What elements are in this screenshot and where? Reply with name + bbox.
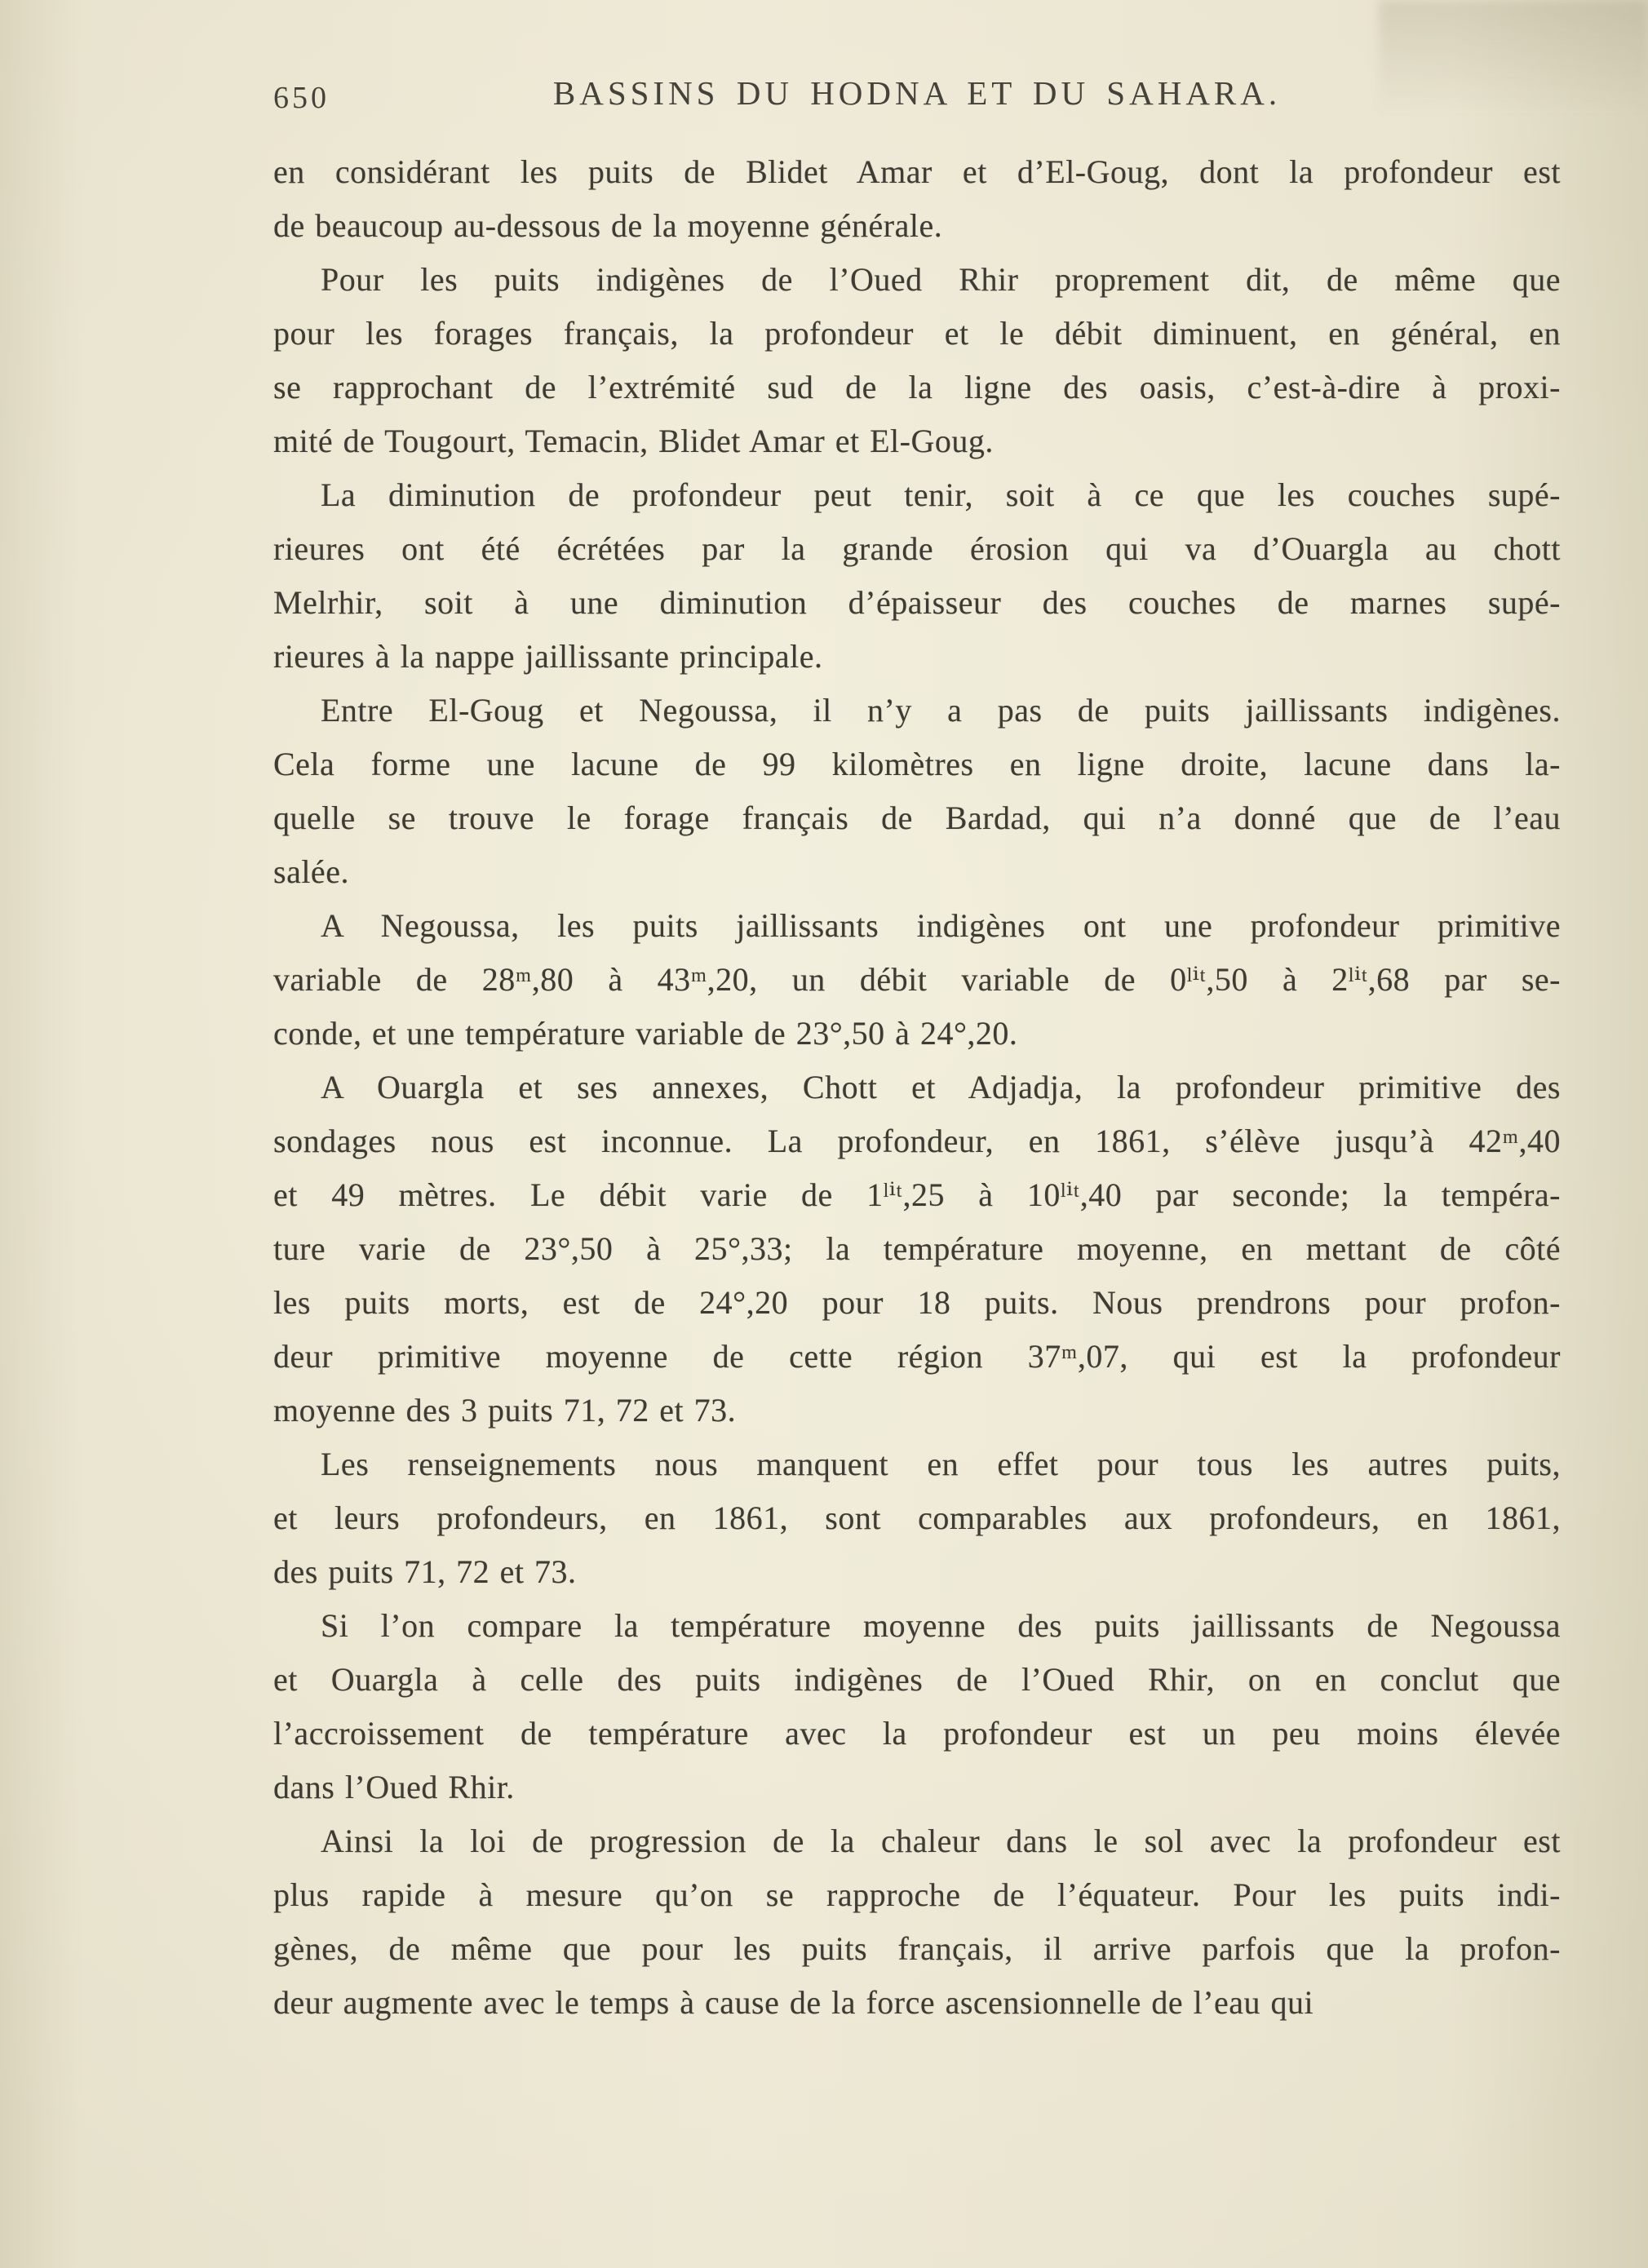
text-line: conde, et une température variable de 23°,50 à 24°,20. — [273, 1015, 1018, 1052]
text-line: Les renseignements nous manquent en effet pour tous les autres puits, — [321, 1446, 1561, 1482]
paragraph — [273, 468, 1561, 684]
page-number: 650 — [273, 81, 330, 115]
text-line: mité de Tougourt, Temacin, Blidet Amar et El-Goug. — [273, 423, 994, 459]
text-line: des puits 71, 72 et 73. — [273, 1553, 577, 1590]
text-line: sondages nous est inconnue. La profondeur, en 1861, s’élève jusqu’à 42ᵐ,40 — [273, 1123, 1561, 1159]
text-line: Pour les puits indigènes de l’Oued Rhir proprement dit, de même que — [321, 261, 1561, 298]
text-line: rieures à la nappe jaillissante principale. — [273, 638, 823, 675]
text-line: Ainsi la loi de progression de la chaleur dans le sol avec la profondeur est — [321, 1823, 1561, 1859]
text-line: l’accroissement de température avec la profondeur est un peu moins élevée — [273, 1715, 1561, 1752]
text-line: et Ouargla à celle des puits indigènes de l’Oued Rhir, on en conclut que — [273, 1661, 1561, 1698]
paragraph — [273, 1437, 1561, 1599]
page-header — [273, 73, 1561, 131]
text-line: La diminution de profondeur peut tenir, soit à ce que les couches supé- — [321, 476, 1561, 513]
paragraph — [273, 899, 1561, 1061]
text-line: plus rapide à mesure qu’on se rapproche de l’équateur. Pour les puits indi- — [273, 1876, 1561, 1913]
text-line: et 49 mètres. Le débit varie de 1ˡⁱᵗ,25 à 10ˡⁱᵗ,40 par seconde; la tempéra- — [273, 1176, 1561, 1213]
text-line: se rapprochant de l’extrémité sud de la ligne des oasis, c’est-à-dire à proxi- — [273, 369, 1561, 405]
text-line: de beaucoup au-dessous de la moyenne générale. — [273, 207, 943, 244]
text-line: gènes, de même que pour les puits français, il arrive parfois que la profon- — [273, 1930, 1561, 1967]
text-line: variable de 28ᵐ,80 à 43ᵐ,20, un débit variable de 0ˡⁱᵗ,50 à 2ˡⁱᵗ,68 par se- — [273, 961, 1561, 998]
text-line: ture varie de 23°,50 à 25°,33; la température moyenne, en mettant de côté — [273, 1230, 1561, 1267]
paragraph — [273, 1814, 1561, 2030]
text-line: Entre El-Goug et Negoussa, il n’y a pas de puits jaillissants indigènes. — [321, 692, 1561, 729]
text-line: A Ouargla et ses annexes, Chott et Adjadja, la profondeur primitive des — [321, 1069, 1561, 1105]
text-line: Cela forme une lacune de 99 kilomètres en ligne droite, lacune dans la- — [273, 746, 1561, 782]
text-line: salée. — [273, 853, 349, 890]
running-header: BASSINS DU HODNA ET DU SAHARA. — [552, 74, 1282, 112]
text-line: rieures ont été écrétées par la grande érosion qui va d’Ouargla au chott — [273, 530, 1561, 567]
text-block — [273, 145, 1561, 2030]
text-line: et leurs profondeurs, en 1861, sont comparables aux profondeurs, en 1861, — [273, 1499, 1561, 1536]
paragraph — [273, 145, 1561, 253]
text-line: quelle se trouve le forage français de Bardad, qui n’a donné que de l’eau — [273, 800, 1561, 836]
text-line: deur primitive moyenne de cette région 37ᵐ,07, qui est la profondeur — [273, 1338, 1561, 1375]
text-line: en considérant les puits de Blidet Amar et d’El-Goug, dont la profondeur est — [273, 153, 1561, 190]
text-line: dans l’Oued Rhir. — [273, 1769, 515, 1805]
paragraph — [273, 253, 1561, 468]
paragraph — [273, 1061, 1561, 1437]
text-line: les puits morts, est de 24°,20 pour 18 puits. Nous prendrons pour profon- — [273, 1284, 1561, 1321]
paragraph — [273, 1599, 1561, 1814]
text-line: deur augmente avec le temps à cause de la force ascensionnelle de l’eau qui — [273, 1984, 1314, 2021]
text-line: Si l’on compare la température moyenne des puits jaillissants de Negoussa — [321, 1607, 1561, 1644]
text-line: pour les forages français, la profondeur et le débit diminuent, en général, en — [273, 315, 1561, 352]
text-line: moyenne des 3 puits 71, 72 et 73. — [273, 1392, 737, 1429]
paragraph — [273, 684, 1561, 899]
text-line: A Negoussa, les puits jaillissants indigènes ont une profondeur primitive — [321, 907, 1561, 944]
text-line: Melrhir, soit à une diminution d’épaisseur des couches de marnes supé- — [273, 584, 1561, 621]
